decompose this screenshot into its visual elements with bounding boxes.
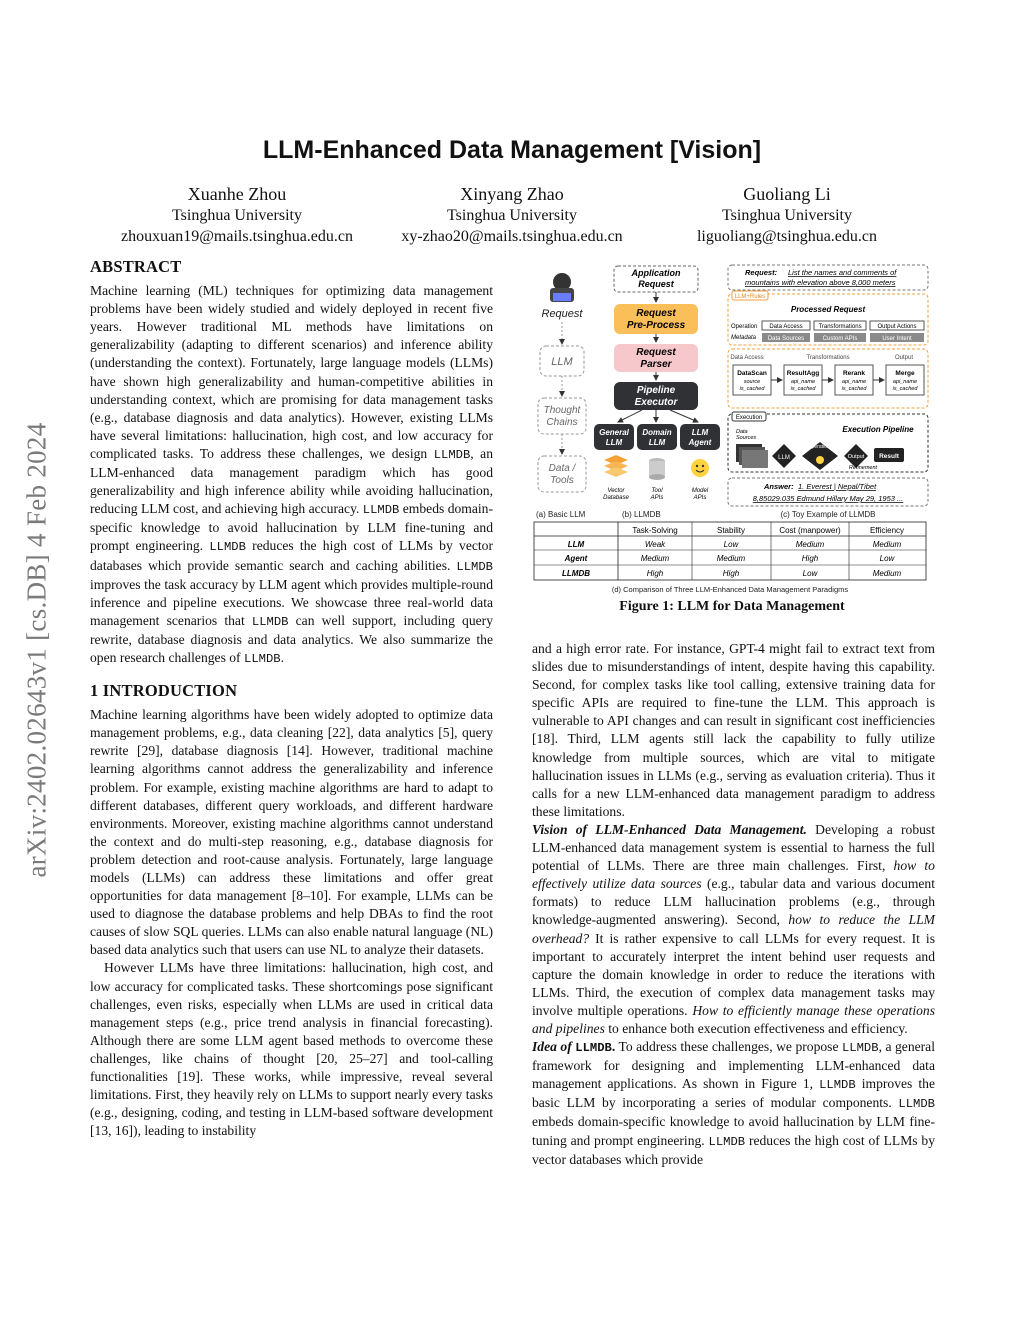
domain-llm-line1: Domain xyxy=(642,428,672,437)
stage-rerank-l2: is_cached xyxy=(841,386,867,392)
table-cell: Medium xyxy=(872,540,902,549)
tool-line2: APIs xyxy=(650,495,664,501)
basic-llm-label: LLM xyxy=(551,356,573,368)
right-paragraph-1: and a high error rate. For instance, GPT-4 might fail to extract text from slides due to misunderstandings of intent, despite having this capability. Second, for complex tasks like tool calling, extensive training data for specific APIs are required to fine-tune the LLM. This approach is vulnerable to API changes and can result in significant cost inefficiencies [18]. Third, LLM agents still lack the capability to fully utilize knowledge from multiple sources, which are vital to mitigate hallucination issues in LLMs (e.g., serving as evaluation criteria). Thus it calls for a new LLM-enhanced data management paradigm to address these limitations. xyxy=(532,641,935,819)
author-name: Guoliang Li xyxy=(743,184,831,204)
stage-resultagg-l2: is_cached xyxy=(790,386,816,392)
stage-datascan-l2: is_cached xyxy=(739,386,765,392)
figure-caption: Figure 1: LLM for Data Management xyxy=(619,599,845,614)
table-header-cost: Cost (manpower) xyxy=(779,526,841,535)
author-affiliation: Tsinghua University xyxy=(722,207,852,224)
toy-panel xyxy=(728,265,928,519)
op-transformations-text: Transformations xyxy=(818,324,862,330)
author-email: liguoliang@tsinghua.edu.cn xyxy=(696,228,878,245)
stage-rerank-l1: api_name xyxy=(841,379,867,385)
model-api-icon xyxy=(691,459,709,477)
basic-thought-line2: Chains xyxy=(546,417,578,428)
stage-datascan-name: DataScan xyxy=(737,370,767,377)
data-sources-line1: Data xyxy=(736,429,748,435)
stage-label-output: Output xyxy=(894,355,914,361)
data-sources-line2: Sources xyxy=(736,435,757,441)
table-cell: Medium xyxy=(872,569,902,578)
basic-caption: (a) Basic LLM xyxy=(536,510,586,519)
answer-line1: 1. Everest | Nepal/Tibet xyxy=(798,482,877,491)
table-cell: High xyxy=(722,569,740,578)
answer-line2: 8,85029.035 Edmund Hillary May 29, 1953 ... xyxy=(752,494,904,503)
table-cell: Weak xyxy=(644,540,666,549)
model-line2: APIs xyxy=(693,495,707,501)
intro-paragraph-1: Machine learning algorithms have been widely adopted to optimize data management problems, e.g., data cleaning [22], data analytics [5], query rewrite [29], database diagnosis [14]. However, traditional machine learning algorithms cannot address the generalizability and inference problem. For example, existing machine algorithms are hard to adapt to different databases, different query workloads, and different hardware environments. Moreover, existing machine algorithms cannot understand the context and do multi-step reasoning, e.g., database diagnosis for problem detection and root-cause analysis. Fortunately, large language models (LLMs) can address these limitations and offer great opportunities for data management [8–10]. For example, LLMs can be used to diagnose the database problems and help DBAs to find the root causes of slow SQL queries. LLMs can also enable natural language (NL) based data analytics such that users can use NL to analyze their datasets. xyxy=(90,707,493,958)
preprocess-line1: Request xyxy=(636,308,676,319)
table-header-efficiency: Efficiency xyxy=(869,526,905,535)
table-cell: Medium xyxy=(716,554,746,563)
author-3 xyxy=(637,183,937,247)
author-email: zhouxuan19@mails.tsinghua.edu.cn xyxy=(120,228,354,245)
stage-label-data-access: Data Access xyxy=(730,355,764,361)
processed-request-title: Processed Request xyxy=(790,305,866,314)
table-row-llmdb-name: LLMDB xyxy=(562,569,590,578)
executor-line2: Executor xyxy=(634,397,678,408)
author-affiliation: Tsinghua University xyxy=(172,207,302,224)
hacker-icon xyxy=(550,273,574,302)
stage-resultagg-name: ResultAgg xyxy=(786,370,820,377)
basic-thought-line1: Thought xyxy=(543,405,581,416)
vector-line1: Vector xyxy=(607,488,625,494)
abstract-paragraph: Machine learning (ML) techniques for optimizing data management problems have been widely studied and widely deployed in recent five years. However traditional ML methods have limitations on generalizability (adapting to different scenarios) and inference ability (understanding the context). Fortunately, large language models (LLMs) have shown high generalizability and human-competitive abilities in understanding context, which are promising for data management tasks (e.g., database diagnosis and data analytics). However, existing LLMs have several limitations: hallucination, high cost, and low accuracy for complicated tasks. To address these challenges, we design LLMDB, an LLM-enhanced data management paradigm which has good generalizability and high inference ability while avoiding hallucination, reducing LLM cost, and achieving high accuracy. LLMDB embeds domain-specific knowledge to avoid hallucination by LLM fine-tuning and prompt engineering. LLMDB reduces the high cost of LLMs by vector databases which provide semantic search and caching abilities. LLMDB improves the task accuracy by LLM agent which provides multiple-round inference and pipeline executions. We showcase three real-world data management scenarios that LLMDB can well support, including query rewrite, database diagnosis and data analytics. We also summarize the open research challenges of LLMDB. xyxy=(90,283,494,666)
arxiv-stamp xyxy=(14,360,60,940)
idea-paragraph: Idea of LLMDB. To address these challenges, we propose LLMDB, a general framework for designing and implementing LLM-enhanced data management applications. As shown in Figure 1, LLMDB improves the basic LLM by incorporating a series of modular components. LLMDB embeds domain-specific knowledge to avoid hallucination by LLM fine-tuning and prompt engineering. LLMDB reduces the high cost of LLMs by vector databases which provide xyxy=(532,1039,936,1167)
app-request-line2: Request xyxy=(638,279,674,289)
table-cell: High xyxy=(801,554,819,563)
toy-request-label: Request: xyxy=(745,268,778,277)
author-affiliation: Tsinghua University xyxy=(447,207,577,224)
parser-line1: Request xyxy=(636,347,676,358)
author-2 xyxy=(362,183,662,247)
stage-merge-l2: is_cached xyxy=(892,386,918,392)
basic-data-line2: Tools xyxy=(550,475,574,486)
tool-line1: Tool xyxy=(651,488,663,494)
table-cell: Medium xyxy=(795,540,825,549)
vector-db-icon xyxy=(604,455,628,477)
stage-rerank-name: Rerank xyxy=(842,370,866,377)
figure-1-svg xyxy=(532,262,932,602)
operation-label: Operation xyxy=(731,324,758,330)
figure-1 xyxy=(532,262,932,602)
intro-heading: 1 INTRODUCTION xyxy=(90,681,238,701)
author-1 xyxy=(87,183,387,247)
table-cell: Low xyxy=(723,540,739,549)
author-email: xy-zhao20@mails.tsinghua.edu.cn xyxy=(401,228,623,245)
meta-data-sources-text: Data Sources xyxy=(767,336,805,342)
stage-merge-l1: api_name xyxy=(892,379,918,385)
llm-diamond-text: LLM xyxy=(778,455,790,461)
table-row-agent-name: Agent xyxy=(564,554,588,563)
agent-line2: Agent xyxy=(688,438,712,447)
table-header-stability: Stability xyxy=(716,526,746,535)
output-text: Output xyxy=(847,454,865,460)
stage-label-transformations: Transformations xyxy=(806,355,850,361)
left-column xyxy=(90,258,493,1140)
vector-line2: Database xyxy=(603,495,629,501)
operations-text: Operations xyxy=(807,444,833,450)
basic-llm-panel xyxy=(536,273,586,519)
meta-custom-apis-text: Custom APIs xyxy=(822,336,858,342)
tool-api-icon xyxy=(649,458,665,480)
parser-line2: Parser xyxy=(640,359,672,370)
paper-title: LLM-Enhanced Data Management [Vision] xyxy=(262,136,762,164)
table-cell: Low xyxy=(802,569,818,578)
model-line1: Model xyxy=(691,488,709,494)
table-row-llm-name: LLM xyxy=(567,540,585,549)
answer-label: Answer: xyxy=(764,482,794,491)
op-output-actions-text: Output Actions xyxy=(877,324,917,330)
right-column xyxy=(532,640,935,1169)
metadata-label: Metadata xyxy=(731,335,757,341)
toy-caption: (c) Toy Example of LLMDB xyxy=(780,510,876,519)
table-caption: (d) Comparison of Three LLM-Enhanced Data Management Paradigms xyxy=(611,585,849,594)
llmdb-panel xyxy=(594,266,720,519)
author-name: Xuanhe Zhou xyxy=(187,184,287,204)
arxiv-stamp-text: arXiv:2402.02643v1 [cs.DB] 4 Feb 2024 xyxy=(21,422,52,878)
author-name: Xinyang Zhao xyxy=(460,184,564,204)
basic-data-line1: Data / xyxy=(548,463,576,474)
toy-request-text2: mountains with elevation above 8,000 meters xyxy=(745,278,896,287)
llm-rules-text: LLM+Rules xyxy=(734,294,766,300)
stage-resultagg-l1: api_name xyxy=(790,379,816,385)
toy-request-text1: List the names and comments of xyxy=(788,268,897,277)
preprocess-line2: Pre-Process xyxy=(626,320,686,331)
stage-datascan-l1: source xyxy=(743,379,761,385)
intro-paragraph-2: However LLMs have three limitations: hallucination, high cost, and low accuracy for complicated tasks. These shortcomings pose significant challenges, even risks, especially when LLMs are used in critical data management steps (e.g., price trend analysis in financial forecasting). Although there are some LLM agent based methods to overcome these challenges, like chains of thought [20, 25–27] and tool-calling functionalities [19]. These works, while impressive, reveal several limitations. First, they heavily rely on LLMs to support nearly every tasks (e.g., designing, coding, and testing in LLM-based software development [13, 16]), leading to instability xyxy=(90,960,493,1139)
op-data-access-text: Data Access xyxy=(769,324,803,330)
table-cell: Medium xyxy=(640,554,670,563)
basic-thought-box xyxy=(538,398,586,434)
stage-merge-name: Merge xyxy=(895,370,915,377)
basic-request-label: Request xyxy=(541,308,583,320)
table-header-task-solving: Task-Solving xyxy=(632,526,678,535)
table-cell: High xyxy=(646,569,664,578)
basic-data-box xyxy=(538,456,586,492)
general-llm-line2: LLM xyxy=(605,438,623,447)
table-cell: Low xyxy=(879,554,895,563)
refinement-text: Refinement xyxy=(848,465,878,471)
result-text: Result xyxy=(879,453,899,460)
agent-line1: LLM xyxy=(691,428,709,437)
operations-face-icon xyxy=(816,456,824,464)
llmdb-caption: (b) LLMDB xyxy=(622,510,661,519)
general-llm-line1: General xyxy=(599,428,629,437)
comparison-table xyxy=(534,522,926,594)
execution-badge-text: Execution xyxy=(735,415,763,421)
execution-pipeline-title: Execution Pipeline xyxy=(842,425,914,434)
vision-paragraph: Vision of LLM-Enhanced Data Management. Developing a robust LLM-enhanced data management system is essential to harness the full potential of LLMs. There are three main challenges. First, how to effectively utilize data sources (e.g., tabular data and various document formats) to reduce LLM hallucination problems (e.g., through knowledge-augmented answering). Second, how to reduce the LLM overhead? It is rather expensive to call LLMs for every request. It is important to accurately interpret the intent behind user requests and capture the domain knowledge in order to reduce the iterations with LLMs. Third, the execution of complex data management tasks may involve multiple operations. How to efficiently manage these operations and pipelines to enhance both execution effectiveness and efficiency. xyxy=(532,821,936,1036)
meta-user-intent-text: User Intent xyxy=(882,336,912,342)
executor-line1: Pipeline xyxy=(636,385,676,396)
domain-llm-line2: LLM xyxy=(648,438,666,447)
app-request-line1: Application xyxy=(631,268,681,278)
abstract-heading: ABSTRACT xyxy=(90,257,182,276)
